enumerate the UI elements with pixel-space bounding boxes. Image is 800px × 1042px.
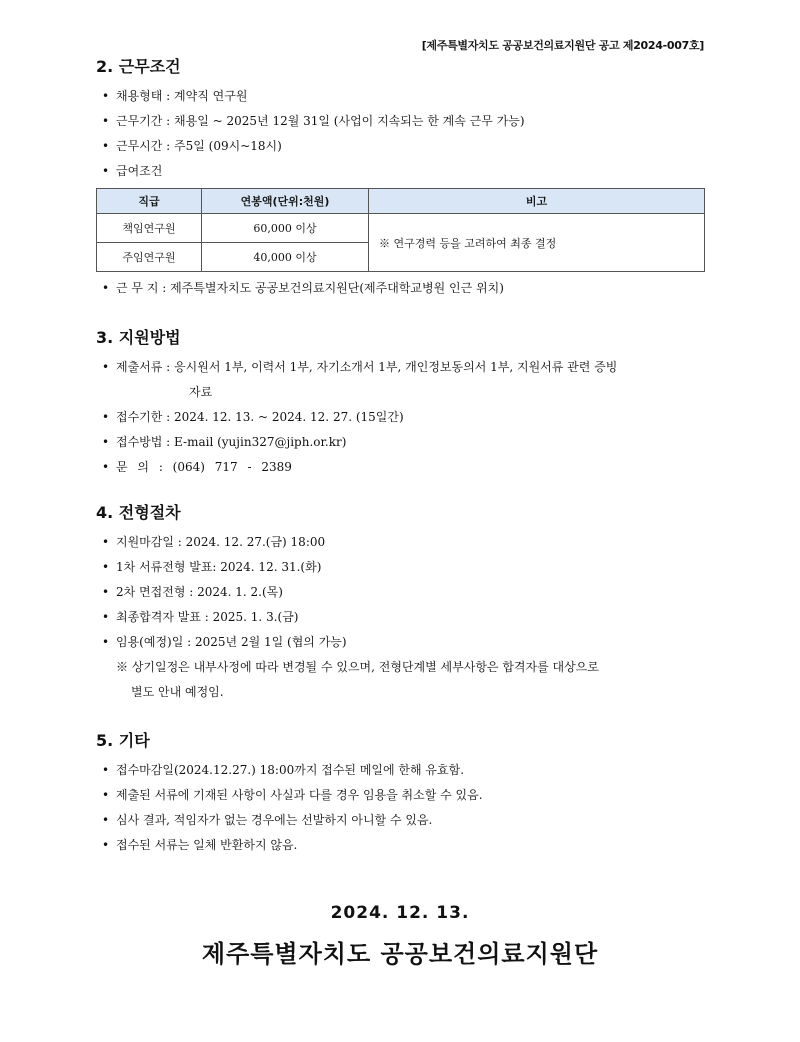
- list-item: • 제출된 서류에 기재된 사항이 사실과 다를 경우 임용을 취소할 수 있음.: [96, 783, 708, 808]
- table-header: 직급: [97, 189, 202, 214]
- list-item-continuation: 자료: [189, 385, 213, 399]
- section-selection-process: [96, 502, 708, 705]
- list-item: • 접수방법 : E-mail (yujin327@jiph.or.kr): [96, 430, 708, 455]
- bullet-icon: •: [102, 535, 110, 549]
- bullet-icon: •: [102, 360, 110, 374]
- schedule-note: ※ 상기일정은 내부사정에 따라 변경될 수 있으며, 전형단계별 세부사항은 합격자를 대상으로: [116, 660, 599, 674]
- list-item: • 근무기간 : 채용일 ~ 2025년 12월 31일 (사업이 지속되는 한 계속 근무 가능): [96, 109, 708, 134]
- bullet-icon: •: [102, 114, 110, 128]
- announcement-date: 2024. 12. 13.: [330, 903, 470, 923]
- list-item: • 급여조건: [96, 159, 708, 184]
- bullet-icon: •: [102, 813, 110, 827]
- bullet-icon: •: [102, 635, 110, 649]
- section-work-conditions: [96, 56, 708, 301]
- bullet-icon: •: [102, 139, 110, 153]
- section-heading: 2. 근무조건: [96, 57, 181, 76]
- list-item: • 접수기한 : 2024. 12. 13. ~ 2024. 12. 27. (15일간): [96, 405, 708, 430]
- table-header-row: [97, 189, 705, 214]
- table-row: [97, 214, 705, 243]
- list-item: • 채용형태 : 계약직 연구원: [96, 84, 708, 109]
- table-header: 비고: [369, 189, 705, 214]
- list-item: • 제출서류 : 응시원서 1부, 이력서 1부, 자기소개서 1부, 개인정보동의서 1부, 지원서류 관련 증빙: [96, 355, 708, 380]
- list-item: • 근 무 지 : 제주특별자치도 공공보건의료지원단(제주대학교병원 인근 위치): [96, 276, 708, 301]
- table-header: 연봉액(단위:천원): [202, 189, 369, 214]
- section-application-method: [96, 327, 708, 480]
- section-heading: 3. 지원방법: [96, 328, 181, 347]
- list-item: • 임용(예정)일 : 2025년 2월 1일 (협의 가능): [96, 630, 708, 655]
- table-cell: 주임연구원: [97, 243, 202, 272]
- bullet-icon: •: [102, 838, 110, 852]
- list-item: • 심사 결과, 적임자가 없는 경우에는 선발하지 아니할 수 있음.: [96, 808, 708, 833]
- salary-table: [96, 188, 705, 272]
- table-cell: 책임연구원: [97, 214, 202, 243]
- list-item: • 2차 면접전형 : 2024. 1. 2.(목): [96, 580, 708, 605]
- bullet-icon: •: [102, 460, 110, 474]
- bullet-icon: •: [102, 560, 110, 574]
- bullet-icon: •: [102, 164, 110, 178]
- section-heading: 4. 전형절차: [96, 503, 181, 522]
- table-cell: 40,000 이상: [202, 243, 369, 272]
- bullet-icon: •: [102, 585, 110, 599]
- bullet-icon: •: [102, 281, 110, 295]
- table-remark-cell: ※ 연구경력 등을 고려하여 최종 결정: [369, 214, 705, 272]
- bullet-icon: •: [102, 89, 110, 103]
- list-item: • 근무시간 : 주5일 (09시~18시): [96, 134, 708, 159]
- notice-number: [제주특별자치도 공공보건의료지원단 공고 제2024-007호]: [421, 39, 704, 52]
- list-item: • 문 의 : (064) 717 - 2389: [96, 455, 708, 480]
- list-item: • 접수마감일(2024.12.27.) 18:00까지 접수된 메일에 한해 유효함.: [96, 758, 708, 783]
- section-heading: 5. 기타: [96, 731, 150, 750]
- bullet-icon: •: [102, 410, 110, 424]
- list-item: • 1차 서류전형 발표: 2024. 12. 31.(화): [96, 555, 708, 580]
- list-item: • 지원마감일 : 2024. 12. 27.(금) 18:00: [96, 530, 708, 555]
- bullet-icon: •: [102, 788, 110, 802]
- list-item: • 접수된 서류는 일체 반환하지 않음.: [96, 833, 708, 858]
- schedule-note-continuation: 별도 안내 예정임.: [131, 685, 224, 699]
- table-cell: 60,000 이상: [202, 214, 369, 243]
- bullet-icon: •: [102, 435, 110, 449]
- organization-name: 제주특별자치도 공공보건의료지원단: [201, 940, 599, 968]
- list-item: • 최종합격자 발표 : 2025. 1. 3.(금): [96, 605, 708, 630]
- section-other: [96, 730, 708, 858]
- bullet-icon: •: [102, 763, 110, 777]
- bullet-icon: •: [102, 610, 110, 624]
